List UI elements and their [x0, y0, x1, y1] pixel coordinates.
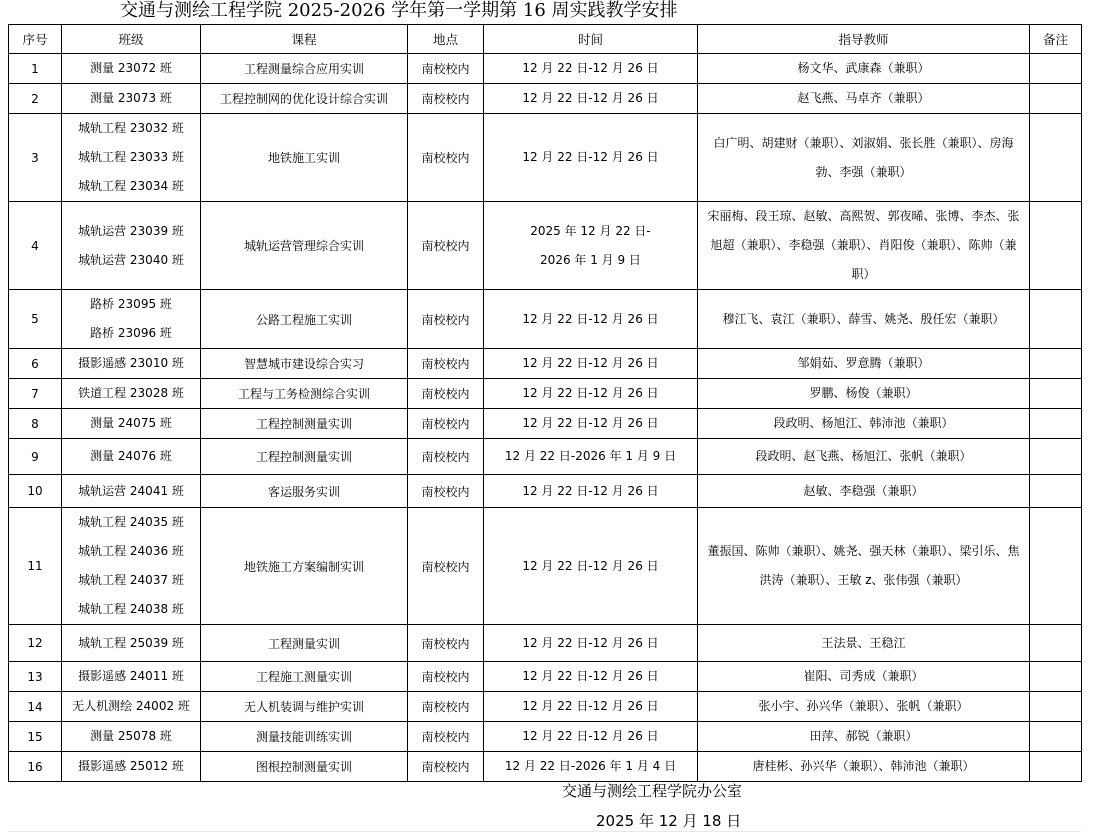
class-cell	[62, 692, 201, 722]
table-row	[9, 439, 1082, 475]
time-line: 12 月 22 日-12 月 26 日	[522, 558, 659, 573]
table-row	[9, 114, 1082, 202]
teachers-text: 罗鹏、杨俊（兼职）	[809, 386, 918, 400]
teachers-cell	[698, 84, 1030, 114]
table-row	[9, 349, 1082, 379]
teachers-cell	[698, 475, 1030, 508]
teachers-cell	[698, 722, 1030, 752]
class-cell	[62, 508, 201, 625]
time-line: 2026 年 1 月 9 日	[540, 252, 641, 267]
location-cell: 南校校内	[408, 439, 484, 475]
course-cell: 城轨运营管理综合实训	[201, 202, 408, 290]
header-remarks: 备注	[1030, 25, 1082, 54]
course-cell: 工程控制测量实训	[201, 439, 408, 475]
time-line: 12 月 22 日-12 月 26 日	[522, 356, 659, 370]
course-cell: 智慧城市建设综合实习	[201, 349, 408, 379]
row-number-cell: 12	[9, 625, 62, 662]
class-name: 城轨工程 23032 班	[78, 121, 184, 135]
teachers-cell	[698, 409, 1030, 439]
row-number-cell: 1	[9, 54, 62, 84]
time-cell	[484, 439, 698, 475]
row-number-cell: 8	[9, 409, 62, 439]
table-row	[9, 722, 1082, 752]
header-no: 序号	[9, 25, 62, 54]
class-name: 城轨工程 25039 班	[78, 635, 184, 650]
class-name: 摄影遥感 23010 班	[78, 356, 184, 370]
time-cell	[484, 290, 698, 349]
time-line: 12 月 22 日-12 月 26 日	[522, 699, 659, 713]
location-cell: 南校校内	[408, 662, 484, 692]
row-number-cell: 16	[9, 752, 62, 782]
class-name: 城轨工程 23034 班	[78, 179, 184, 193]
teachers-cell	[698, 290, 1030, 349]
row-number-cell: 2	[9, 84, 62, 114]
issuing-office: 交通与测绘工程学院办公室	[562, 782, 743, 800]
class-cell	[62, 752, 201, 782]
row-number-cell: 15	[9, 722, 62, 752]
class-name: 城轨工程 24035 班	[78, 515, 184, 529]
teachers-text: 田萍、郝锐（兼职）	[809, 729, 918, 743]
location-cell: 南校校内	[408, 349, 484, 379]
class-cell	[62, 379, 201, 409]
remarks-cell	[1030, 54, 1082, 84]
header-teachers: 指导教师	[698, 25, 1030, 54]
header-class: 班级	[62, 25, 201, 54]
row-number-cell: 14	[9, 692, 62, 722]
course-cell: 工程施工测量实训	[201, 662, 408, 692]
remarks-cell	[1030, 202, 1082, 290]
page-title: 交通与测绘工程学院 2025-2026 学年第一学期第 16 周实践教学安排	[120, 0, 678, 21]
time-cell	[484, 662, 698, 692]
time-cell	[484, 84, 698, 114]
class-cell	[62, 202, 201, 290]
time-cell	[484, 409, 698, 439]
issue-date: 2025 年 12 月 18 日	[596, 812, 742, 830]
teachers-cell	[698, 349, 1030, 379]
row-number-cell: 5	[9, 290, 62, 349]
course-cell: 测量技能训练实训	[201, 722, 408, 752]
location-cell: 南校校内	[408, 752, 484, 782]
teachers-cell	[698, 202, 1030, 290]
course-cell: 工程测量实训	[201, 625, 408, 662]
remarks-cell	[1030, 475, 1082, 508]
schedule-table	[8, 24, 1082, 782]
course-cell: 工程测量综合应用实训	[201, 54, 408, 84]
teachers-cell	[698, 662, 1030, 692]
time-line: 12 月 22 日-2026 年 1 月 9 日	[504, 449, 677, 463]
remarks-cell	[1030, 625, 1082, 662]
time-line: 12 月 22 日-12 月 26 日	[522, 386, 659, 400]
class-cell	[62, 439, 201, 475]
remarks-cell	[1030, 114, 1082, 202]
teachers-cell	[698, 508, 1030, 625]
time-line: 12 月 22 日-12 月 26 日	[522, 483, 659, 498]
teachers-text: 赵敏、李稳强（兼职）	[803, 483, 924, 498]
time-cell	[484, 202, 698, 290]
class-cell	[62, 625, 201, 662]
class-cell	[62, 84, 201, 114]
class-name: 城轨工程 23033 班	[78, 150, 184, 164]
class-name: 城轨工程 24037 班	[78, 573, 184, 587]
time-line: 12 月 22 日-12 月 26 日	[522, 311, 659, 326]
table-row	[9, 508, 1082, 625]
class-name: 测量 23073 班	[90, 91, 172, 105]
class-name: 摄影遥感 25012 班	[78, 759, 184, 773]
teachers-cell	[698, 752, 1030, 782]
time-cell	[484, 752, 698, 782]
remarks-cell	[1030, 439, 1082, 475]
row-number-cell: 3	[9, 114, 62, 202]
class-name: 测量 23072 班	[90, 61, 172, 75]
location-cell: 南校校内	[408, 379, 484, 409]
location-cell: 南校校内	[408, 84, 484, 114]
row-number-cell: 7	[9, 379, 62, 409]
class-cell	[62, 290, 201, 349]
time-line: 12 月 22 日-12 月 26 日	[522, 61, 659, 75]
course-cell: 地铁施工实训	[201, 114, 408, 202]
teachers-cell	[698, 625, 1030, 662]
class-cell	[62, 475, 201, 508]
table-row	[9, 625, 1082, 662]
remarks-cell	[1030, 508, 1082, 625]
class-name: 摄影遥感 24011 班	[78, 669, 184, 683]
remarks-cell	[1030, 722, 1082, 752]
class-name: 无人机测绘 24002 班	[72, 699, 190, 713]
teachers-text: 穆江飞、袁江（兼职）、薛雪、姚尧、殷任宏（兼职）	[722, 311, 1005, 326]
class-name: 城轨运营 24041 班	[78, 483, 184, 498]
table-row	[9, 752, 1082, 782]
time-cell	[484, 508, 698, 625]
header-time: 时间	[484, 25, 698, 54]
location-cell: 南校校内	[408, 722, 484, 752]
header-course: 课程	[201, 25, 408, 54]
time-line: 12 月 22 日-12 月 26 日	[522, 91, 659, 105]
course-cell: 地铁施工方案编制实训	[201, 508, 408, 625]
course-cell: 工程控制网的优化设计综合实训	[201, 84, 408, 114]
teachers-text: 邹娟茹、罗意腾（兼职）	[797, 356, 930, 370]
teachers-text: 宋丽梅、段王琼、赵敏、高熙贺、郭夜晞、张博、李杰、张旭超（兼职）、李稳强（兼职）、肖阳俊（兼职）、陈帅（兼职）	[707, 209, 1020, 281]
location-cell: 南校校内	[408, 54, 484, 84]
class-name: 城轨运营 23040 班	[78, 252, 184, 267]
location-cell: 南校校内	[408, 290, 484, 349]
table-row	[9, 692, 1082, 722]
remarks-cell	[1030, 662, 1082, 692]
location-cell: 南校校内	[408, 692, 484, 722]
remarks-cell	[1030, 290, 1082, 349]
class-name: 城轨工程 24036 班	[78, 544, 184, 558]
class-name: 城轨运营 23039 班	[78, 223, 184, 238]
remarks-cell	[1030, 692, 1082, 722]
header-row	[9, 25, 1082, 54]
table-row	[9, 662, 1082, 692]
remarks-cell	[1030, 84, 1082, 114]
row-number-cell: 4	[9, 202, 62, 290]
teachers-cell	[698, 379, 1030, 409]
class-name: 测量 24076 班	[90, 449, 172, 463]
remarks-cell	[1030, 752, 1082, 782]
class-name: 路桥 23095 班	[90, 297, 172, 311]
teachers-text: 崔阳、司秀成（兼职）	[803, 669, 924, 683]
row-number-cell: 13	[9, 662, 62, 692]
teachers-text: 唐桂彬、孙兴华（兼职）、韩沛池（兼职）	[752, 759, 975, 773]
teachers-text: 董振国、陈帅（兼职）、姚尧、强天林（兼职）、梁引乐、焦洪涛（兼职）、王敏 z、张伟强（兼职）	[707, 544, 1020, 587]
time-cell	[484, 625, 698, 662]
location-cell: 南校校内	[408, 114, 484, 202]
time-cell	[484, 692, 698, 722]
teachers-cell	[698, 439, 1030, 475]
course-cell: 公路工程施工实训	[201, 290, 408, 349]
class-name: 城轨工程 24038 班	[78, 602, 184, 616]
time-cell	[484, 379, 698, 409]
time-line: 12 月 22 日-12 月 26 日	[522, 635, 659, 650]
page-bottom-rule	[8, 831, 1081, 832]
time-cell	[484, 54, 698, 84]
location-cell: 南校校内	[408, 475, 484, 508]
time-cell	[484, 722, 698, 752]
table-row	[9, 290, 1082, 349]
remarks-cell	[1030, 409, 1082, 439]
time-line: 12 月 22 日-2026 年 1 月 4 日	[504, 759, 677, 773]
time-cell	[484, 114, 698, 202]
teachers-text: 杨文华、武康森（兼职）	[797, 61, 930, 75]
header-location: 地点	[408, 25, 484, 54]
class-cell	[62, 662, 201, 692]
teachers-text: 段政明、杨旭江、韩沛池（兼职）	[773, 416, 954, 430]
row-number-cell: 11	[9, 508, 62, 625]
teachers-cell	[698, 54, 1030, 84]
time-line: 2025 年 12 月 22 日-	[530, 223, 651, 238]
class-name: 铁道工程 23028 班	[78, 386, 184, 400]
class-name: 路桥 23096 班	[90, 326, 172, 340]
time-cell	[484, 475, 698, 508]
row-number-cell: 6	[9, 349, 62, 379]
course-cell: 工程与工务检测综合实训	[201, 379, 408, 409]
teachers-cell	[698, 692, 1030, 722]
location-cell: 南校校内	[408, 409, 484, 439]
class-name: 测量 25078 班	[90, 729, 172, 743]
time-line: 12 月 22 日-12 月 26 日	[522, 150, 659, 164]
row-number-cell: 9	[9, 439, 62, 475]
class-name: 测量 24075 班	[90, 416, 172, 430]
course-cell: 工程控制测量实训	[201, 409, 408, 439]
row-number-cell: 10	[9, 475, 62, 508]
table-row	[9, 475, 1082, 508]
time-line: 12 月 22 日-12 月 26 日	[522, 416, 659, 430]
remarks-cell	[1030, 349, 1082, 379]
class-cell	[62, 54, 201, 84]
class-cell	[62, 114, 201, 202]
teachers-cell	[698, 114, 1030, 202]
class-cell	[62, 409, 201, 439]
location-cell: 南校校内	[408, 508, 484, 625]
teachers-text: 王法景、王稳江	[821, 635, 906, 650]
course-cell: 图根控制测量实训	[201, 752, 408, 782]
teachers-text: 张小宇、孙兴华（兼职）、张帆（兼职）	[758, 699, 969, 713]
table-row	[9, 54, 1082, 84]
location-cell: 南校校内	[408, 625, 484, 662]
time-line: 12 月 22 日-12 月 26 日	[522, 669, 659, 683]
course-cell: 客运服务实训	[201, 475, 408, 508]
table-row	[9, 202, 1082, 290]
class-cell	[62, 722, 201, 752]
location-cell: 南校校内	[408, 202, 484, 290]
table-row	[9, 84, 1082, 114]
time-cell	[484, 349, 698, 379]
teachers-text: 赵飞燕、马卓齐（兼职）	[797, 91, 930, 105]
course-cell: 无人机装调与维护实训	[201, 692, 408, 722]
teachers-text: 段政明、赵飞燕、杨旭江、张帆（兼职）	[755, 449, 972, 463]
table-row	[9, 379, 1082, 409]
table-row	[9, 409, 1082, 439]
teachers-text: 白广明、胡建财（兼职）、刘淑娟、张长胜（兼职）、房海勃、李强（兼职）	[713, 135, 1014, 179]
time-line: 12 月 22 日-12 月 26 日	[522, 729, 659, 743]
remarks-cell	[1030, 379, 1082, 409]
class-cell	[62, 349, 201, 379]
